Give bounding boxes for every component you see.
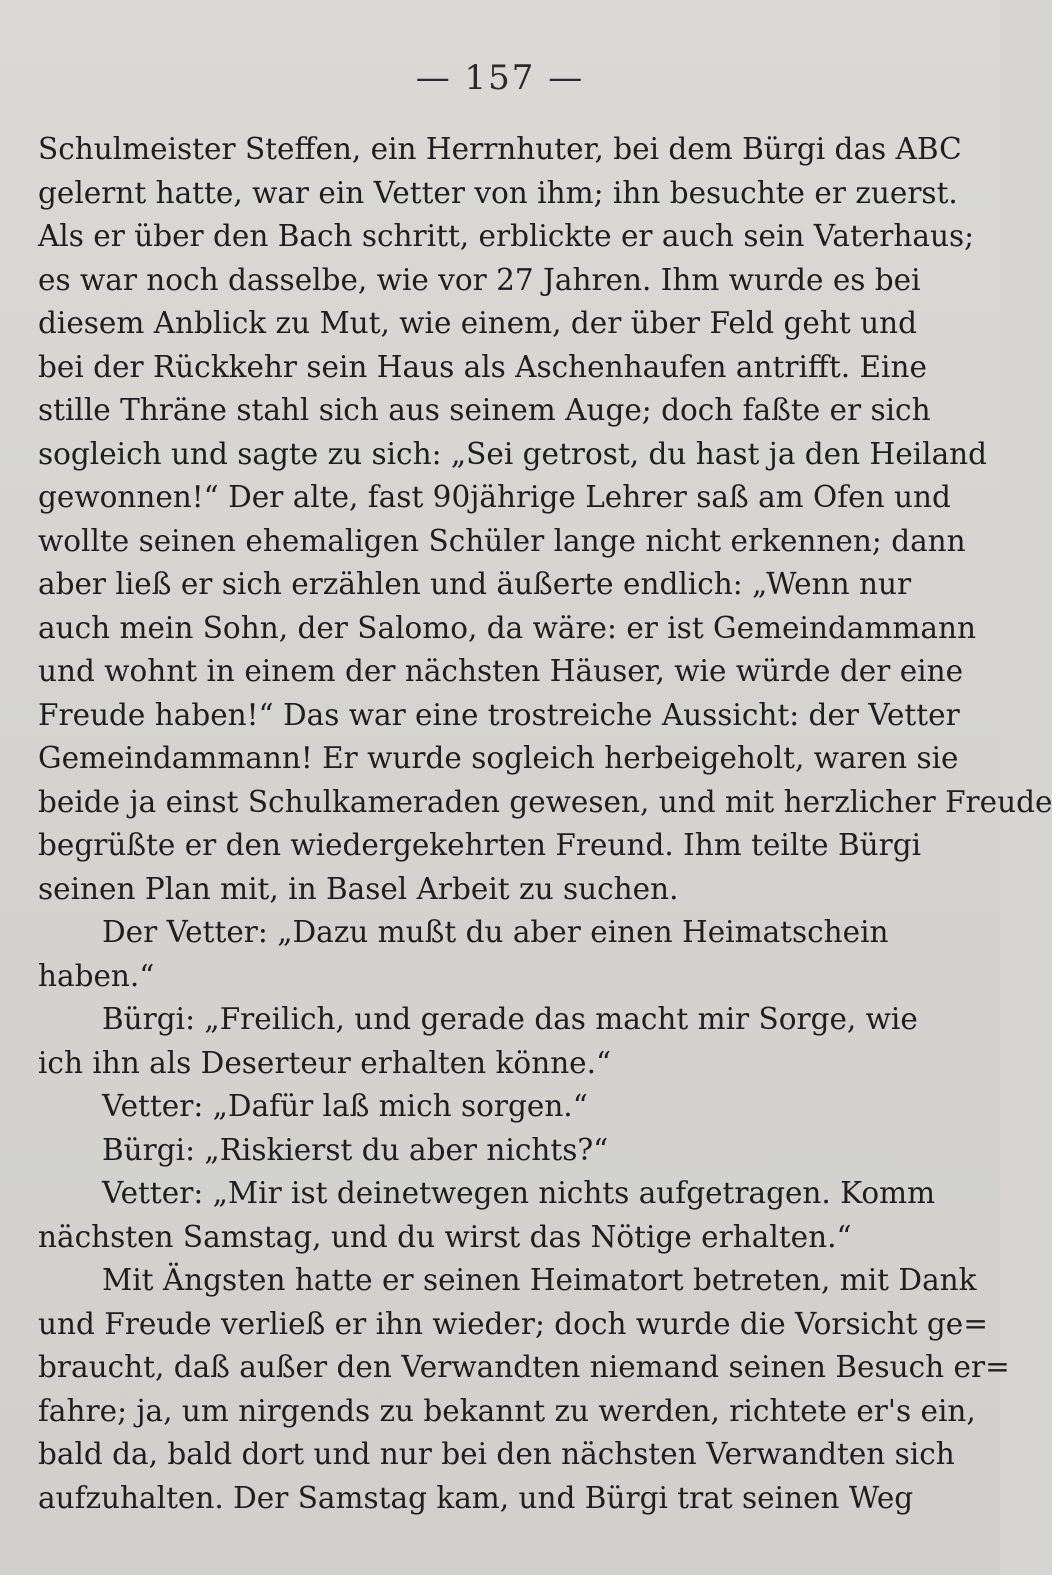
text-line: gewonnen!“ Der alte, fast 90jährige Lehrer saß am Ofen und <box>38 480 951 514</box>
text-line: Als er über den Bach schritt, erblickte er auch sein Vaterhaus; <box>38 219 975 253</box>
text-line: gelernt hatte, war ein Vetter von ihm; ihn besuchte er zuerst. <box>38 175 958 210</box>
text-line: braucht, daß außer den Verwandten niemand seinen Besuch er= <box>38 1350 1010 1384</box>
text-line: stille Thräne stahl sich aus seinem Auge; doch faßte er sich <box>38 393 931 427</box>
text-line: diesem Anblick zu Mut, wie einem, der über Feld geht und <box>38 306 917 340</box>
text-line: begrüßte er den wiedergekehrten Freund. Ihm teilte Bürgi <box>38 828 922 862</box>
text-line: auch mein Sohn, der Salomo, da wäre: er ist Gemeindammann <box>38 610 976 645</box>
text-line: wollte seinen ehemaligen Schüler lange nicht erkennen; dann <box>38 523 966 558</box>
text-line: Mit Ängsten hatte er seinen Heimatort betreten, mit Dank <box>102 1263 977 1297</box>
text-line: Vetter: „Mir ist deinetwegen nichts aufgetragen. Komm <box>102 1176 936 1210</box>
text-line: Bürgi: „Freilich, und gerade das macht mir Sorge, wie <box>102 1002 918 1036</box>
text-line: beide ja einst Schulkameraden gewesen, und mit herzlicher Freude <box>38 784 1052 819</box>
text-line: Vetter: „Dafür laß mich sorgen.“ <box>102 1089 588 1123</box>
text-line: haben.“ <box>38 958 155 993</box>
text-line: Der Vetter: „Dazu mußt du aber einen Heimatschein <box>102 915 889 949</box>
text-line: bald da, bald dort und nur bei den nächsten Verwandten sich <box>38 1437 955 1471</box>
text-line: aufzuhalten. Der Samstag kam, und Bürgi trat seinen Weg <box>38 1480 914 1515</box>
text-line: fahre; ja, um nirgends zu bekannt zu werden, richtete er's ein, <box>38 1393 976 1428</box>
text-line: sogleich und sagte zu sich: „Sei getrost, du hast ja den Heiland <box>38 436 988 471</box>
text-line: nächsten Samstag, und du wirst das Nötige erhalten.“ <box>38 1219 852 1254</box>
text-line: seinen Plan mit, in Basel Arbeit zu suchen. <box>38 871 679 906</box>
text-line: ich ihn als Deserteur erhalten könne.“ <box>38 1045 612 1080</box>
text-line: es war noch dasselbe, wie vor 27 Jahren. Ihm wurde es bei <box>38 262 921 297</box>
text-line: Freude haben!“ Das war eine trostreiche Aussicht: der Vetter <box>38 697 960 732</box>
text-line: Schulmeister Steffen, ein Herrnhuter, bei dem Bürgi das ABC <box>38 132 962 166</box>
body-text <box>38 128 1052 1520</box>
text-line: bei der Rückkehr sein Haus als Aschenhaufen antrifft. Eine <box>38 349 927 384</box>
text-line: und wohnt in einem der nächsten Häuser, wie würde der eine <box>38 654 964 688</box>
text-line: und Freude verließ er ihn wieder; doch wurde die Vorsicht ge= <box>38 1306 988 1341</box>
text-line: Bürgi: „Riskierst du aber nichts?“ <box>102 1132 609 1167</box>
page-number: — 157 — <box>415 58 585 98</box>
text-line: Gemeindammann! Er wurde sogleich herbeigeholt, waren sie <box>38 741 959 775</box>
text-line: aber ließ er sich erzählen und äußerte endlich: „Wenn nur <box>38 567 912 601</box>
